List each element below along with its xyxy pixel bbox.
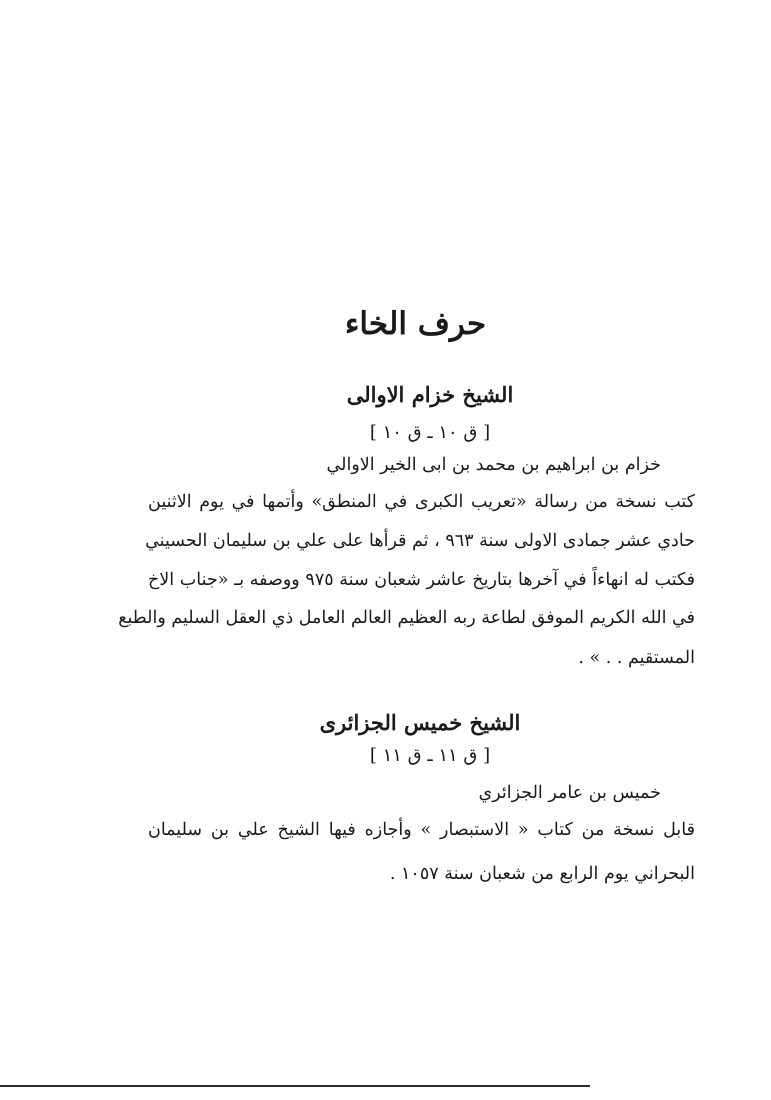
entry-text-line: خزام بن ابراهيم بن محمد بن ابى الخير الاوالي [326, 455, 661, 475]
entry-date-khamis: [ ق ١١ ـ ق ١١ ] [369, 745, 491, 766]
entry-text-line: قابل نسخة من كتاب « الاستبصار » وأجازه فيها الشيخ علي بن سليمان [148, 820, 695, 840]
entry-text-line: البحراني يوم الرابع من شعبان سنة ١٠٥٧ . [389, 864, 695, 884]
entry-date-khuzam: [ ق ١٠ ـ ق ١٠ ] [369, 422, 491, 443]
entry-text-line: فكتب له انهاءاً في آخرها بتاريخ عاشر شعبان سنة ٩٧٥ ووصفه بـ «جناب الاخ [148, 570, 695, 590]
section-title: حرف الخاء [344, 306, 487, 342]
entry-heading-khamis: الشيخ خميس الجزائرى [319, 710, 521, 735]
entry-text-line: خميس بن عامر الجزائري [478, 783, 661, 803]
entry-text-line: كتب نسخة من رسالة «تعريب الكبرى في المنطق» وأتمها في يوم الاثنين [148, 492, 695, 512]
entry-text-line: حادي عشر جمادى الاولى سنة ٩٦٣ ، ثم قرأها على علي بن سليمان الحسيني [145, 531, 695, 551]
page-bottom-rule [0, 1085, 590, 1087]
entry-heading-khuzam: الشيخ خزام الاوالى [346, 382, 514, 407]
entry-text-line: في الله الكريم الموفق لطاعة ربه العظيم العالم العامل ذي العقل السليم والطبع [118, 608, 695, 628]
entry-text-line: المستقيم . . » . [578, 648, 695, 668]
